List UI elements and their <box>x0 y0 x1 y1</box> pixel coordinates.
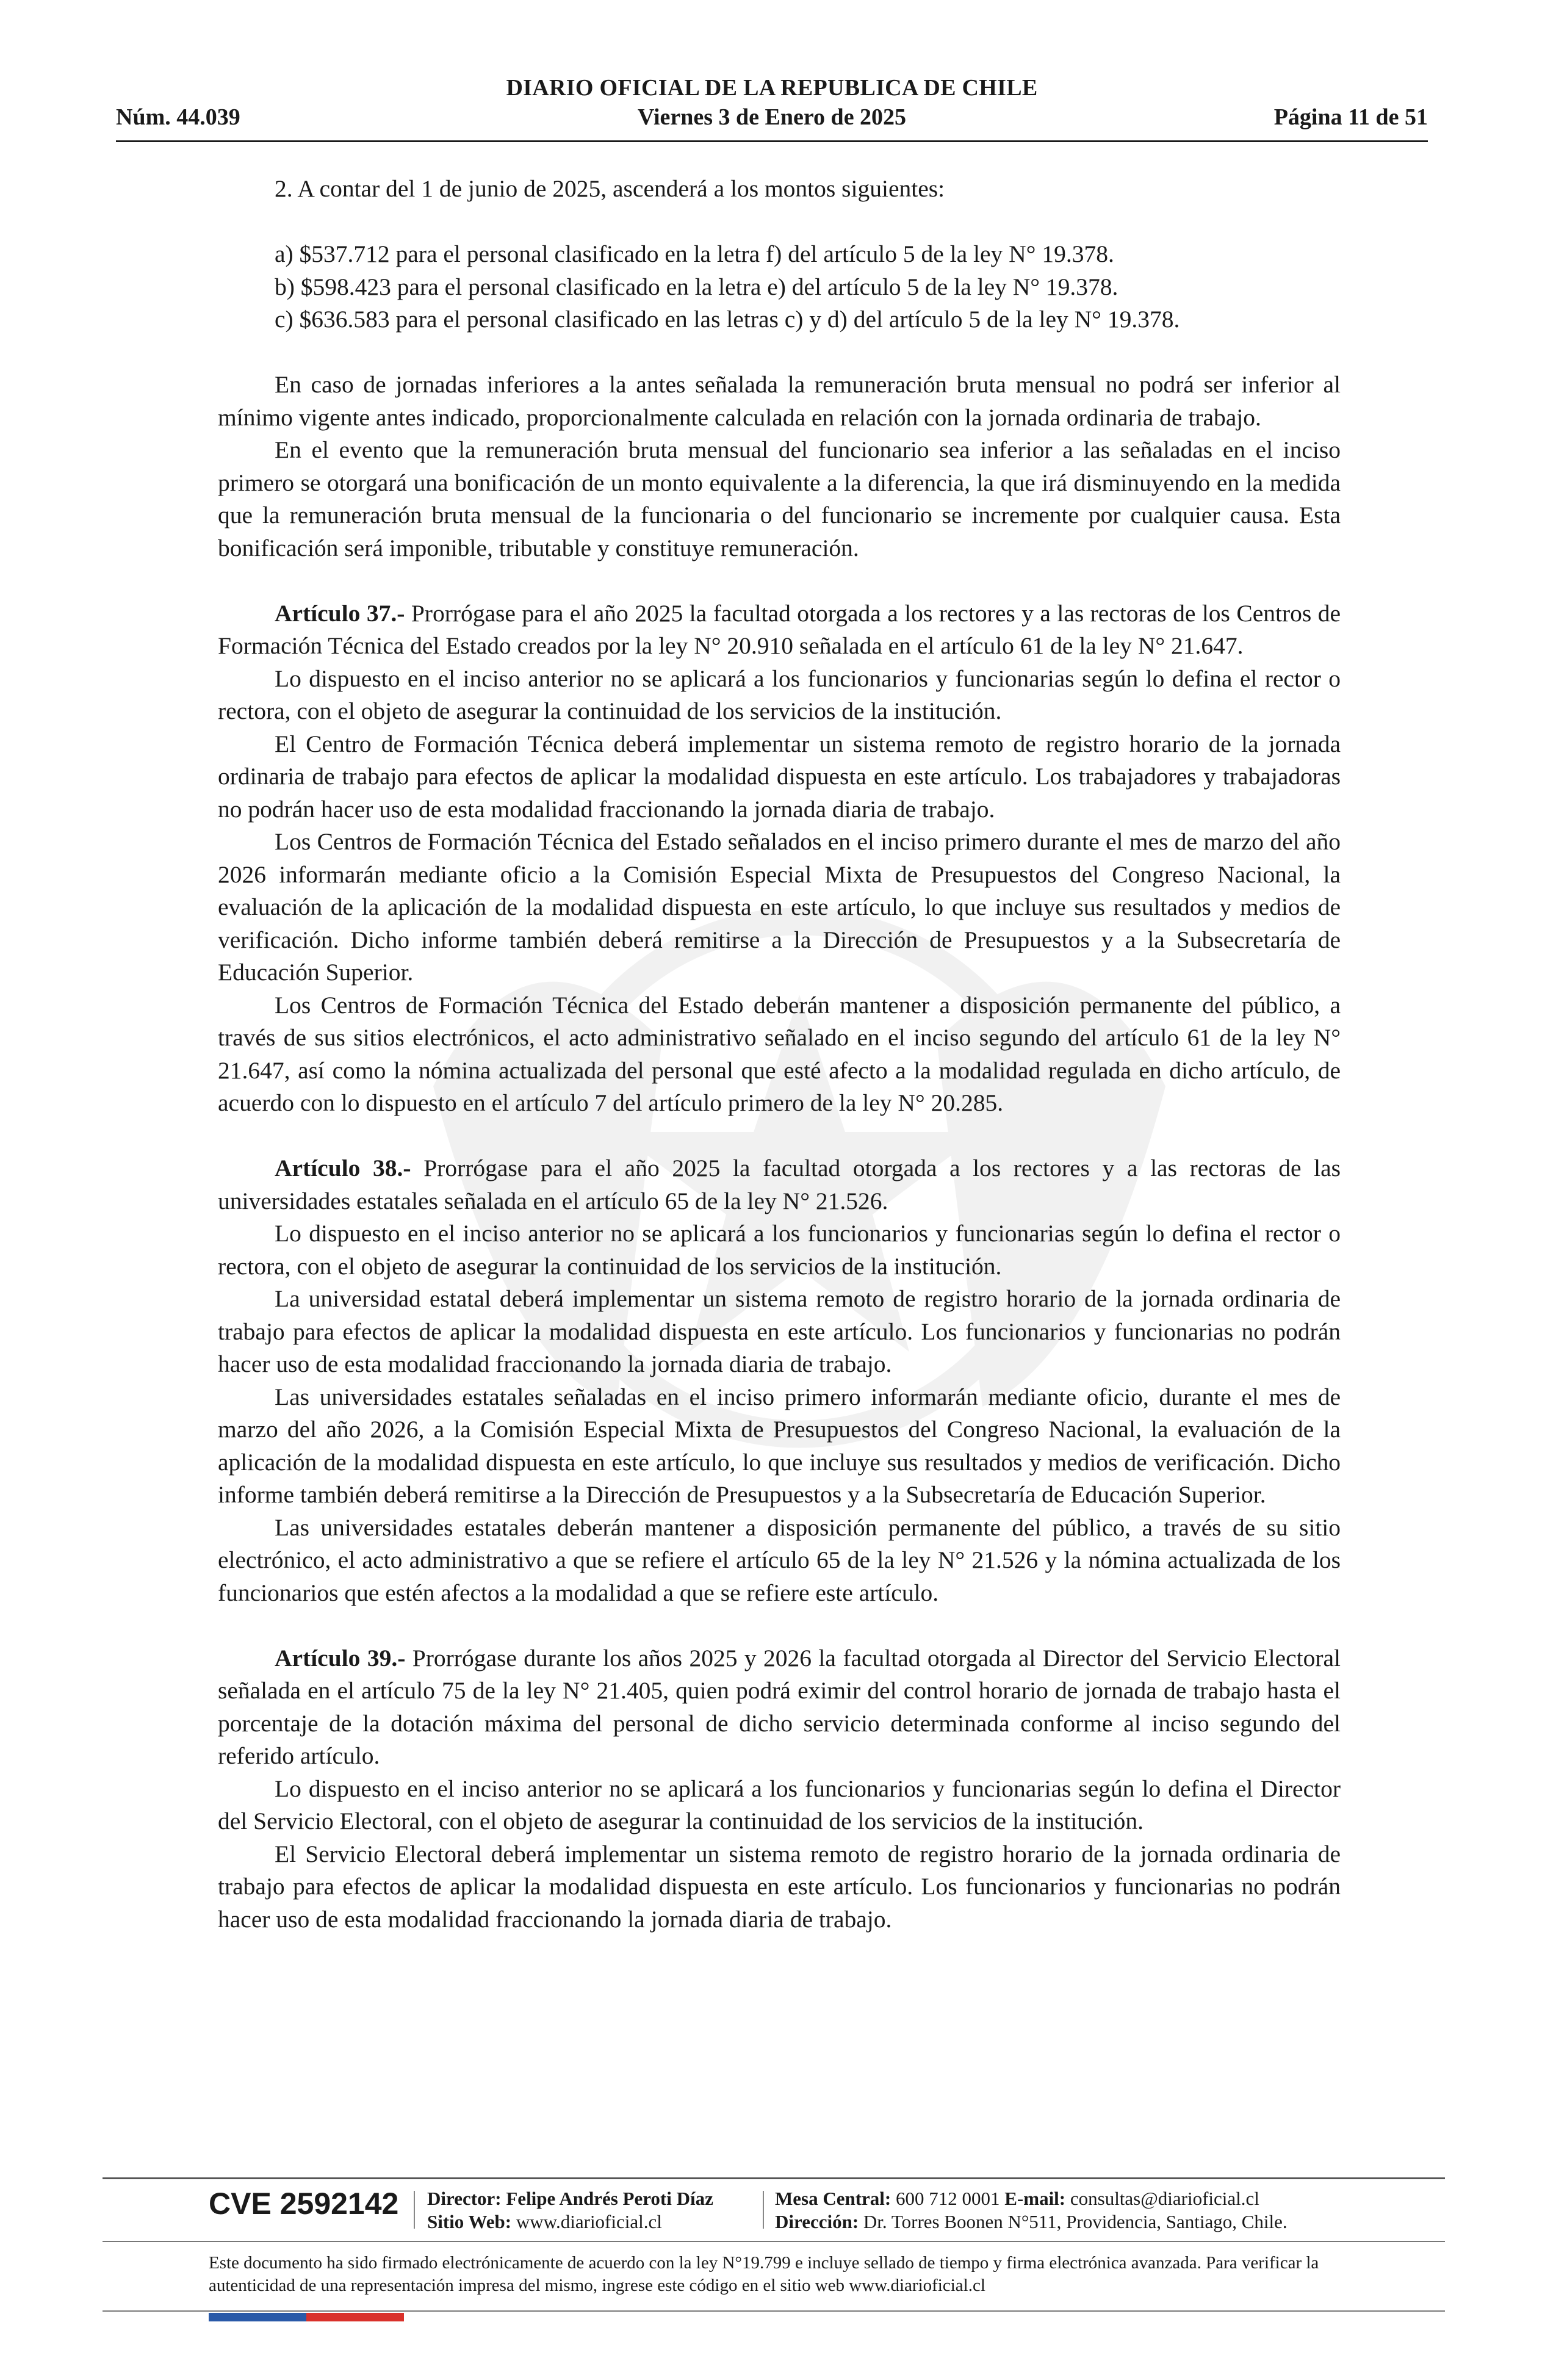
site-label: Sitio Web: <box>427 2211 512 2232</box>
mesa-phone: 600 712 0001 <box>896 2188 1000 2209</box>
paragraph: La universidad estatal deberá implementar un sistema remoto de registro horario de la jornada ordinaria de trabajo para efectos de aplicar la modalidad dispuesta en este artículo. Los funcionarios y funcionarias no podrán hacer uso de esta modalidad fraccionando la jornada diaria de trabajo. <box>218 1285 1341 1377</box>
email-label: E-mail: <box>1004 2188 1066 2209</box>
article-text: Prorrógase para el año 2025 la facultad otorgada a los rectores y a las rectoras de los Centros de Formación Técnica del Estado creados por la ley N° 20.910 señalada en el artículo 61 de la ley N° 21.647. <box>218 599 1341 659</box>
article-title: Artículo 39.- <box>275 1644 406 1671</box>
issue-number: Núm. 44.039 <box>116 104 240 130</box>
footer-director-block <box>427 2187 713 2234</box>
list-item: a) $537.712 para el personal clasificado en la letra f) del artículo 5 de la ley N° 19.378. <box>275 240 1114 267</box>
email-link[interactable]: consultas@diarioficial.cl <box>1070 2188 1259 2209</box>
issue-date: Viernes 3 de Enero de 2025 <box>637 104 907 130</box>
article-title: Artículo 37.- <box>275 599 405 627</box>
paragraph: Los Centros de Formación Técnica del Estado deberán mantener a disposición permanente del público, a través de sus sitios electrónicos, el acto administrativo señalado en el inciso segundo del artículo 61 de la ley N° 21.647, así como la nómina actualizada del personal que esté afecto a la modalidad regulada en dicho artículo, de acuerdo con lo dispuesto en el artículo 7 del artículo primero de la ley N° 20.285. <box>218 991 1341 1116</box>
paragraph: Los Centros de Formación Técnica del Estado señalados en el inciso primero durante el mes de marzo del año 2026 informarán mediante oficio a la Comisión Especial Mixta de Presupuestos del Congreso Nacional, la evaluación de la aplicación de la modalidad dispuesta en este artículo, lo que incluye sus resultados y medios de verificación. Dicho informe también deberá remitirse a la Dirección de Presupuestos y a la Subsecretaría de Educación Superior. <box>218 828 1341 986</box>
director-label: Director: <box>427 2188 502 2209</box>
article-37 <box>218 597 1341 663</box>
address-value: Dr. Torres Boonen N°511, Providencia, Santiago, Chile. <box>863 2211 1288 2232</box>
paragraph: En caso de jornadas inferiores a la antes señalada la remuneración bruta mensual no podrá ser inferior al mínimo vigente antes indicado, proporcionalmente calculada en relación con la jornada ordinaria de trabajo. <box>218 371 1341 431</box>
flag-stripe-red <box>306 2313 404 2321</box>
footer-divider <box>763 2191 764 2229</box>
document-body <box>218 173 1341 1936</box>
article-38 <box>218 1152 1341 1217</box>
page-header <box>116 74 1428 142</box>
paragraph: Las universidades estatales señaladas en el inciso primero informarán mediante oficio, durante el mes de marzo del año 2026, a la Comisión Especial Mixta de Presupuestos del Congreso Nacional, la evaluación de la aplicación de la modalidad dispuesta en este artículo, lo que incluye sus resultados y medios de verificación. Dicho informe también deberá remitirse a la Dirección de Presupuestos y a la Subsecretaría de Educación Superior. <box>218 1383 1341 1508</box>
footer-rule <box>103 2310 1445 2312</box>
address-label: Dirección: <box>775 2211 859 2232</box>
paragraph: Las universidades estatales deberán mantener a disposición permanente del público, a través de su sitio electrónico, el acto administrativo a que se refiere el artículo 65 de la ley N° 21.526 y la nómina actualizada de los funcionarios que estén afectos a la modalidad a que se refiere este artículo. <box>218 1513 1341 1606</box>
page-number: Página 11 de 51 <box>1273 104 1428 130</box>
footer-rule <box>103 2177 1445 2179</box>
footer-divider <box>414 2191 415 2229</box>
mesa-label: Mesa Central: <box>775 2188 891 2209</box>
paragraph: Lo dispuesto en el inciso anterior no se aplicará a los funcionarios y funcionarias según lo defina el rector o rectora, con el objeto de asegurar la continuidad de los servicios de la institución. <box>218 1220 1341 1280</box>
footer-contact-block <box>775 2187 1288 2234</box>
publication-title: DIARIO OFICIAL DE LA REPUBLICA DE CHILE <box>506 75 1038 101</box>
header-rule <box>116 140 1428 142</box>
site-link[interactable]: www.diarioficial.cl <box>516 2211 662 2232</box>
flag-stripe-blue <box>209 2313 306 2321</box>
signature-note: Este documento ha sido firmado electrónicamente de acuerdo con la ley N°19.799 e incluye sellado de tiempo y firma electrónica avanzada. Para verificar la autenticidad de una representación impresa del mismo, ingrese este código en el sitio web www.diarioficial.cl <box>209 2253 1319 2295</box>
director-name: Felipe Andrés Peroti Díaz <box>506 2188 713 2209</box>
cve-code: CVE 2592142 <box>209 2187 399 2221</box>
list-item: b) $598.423 para el personal clasificado en la letra e) del artículo 5 de la ley N° 19.378. <box>275 273 1118 300</box>
paragraph: 2. A contar del 1 de junio de 2025, ascenderá a los montos siguientes: <box>275 175 945 202</box>
paragraph: El Centro de Formación Técnica deberá implementar un sistema remoto de registro horario de la jornada ordinaria de trabajo para efectos de aplicar la modalidad dispuesta en este artículo. Los trabajadores y trabajadoras no podrán hacer uso de esta modalidad fraccionando la jornada diaria de trabajo. <box>218 730 1341 823</box>
article-text: Prorrógase durante los años 2025 y 2026 la facultad otorgada al Director del Servicio Electoral señalada en el artículo 75 de la ley N° 21.405, quien podrá eximir del control horario de jornada de trabajo hasta el porcentaje de la dotación máxima del personal de dicho servicio determinada conforme al inciso segundo del referido artículo. <box>218 1644 1341 1769</box>
footer-rule <box>103 2241 1445 2242</box>
article-title: Artículo 38.- <box>275 1155 411 1181</box>
list-item: c) $636.583 para el personal clasificado en las letras c) y d) del artículo 5 de la ley N° 19.378. <box>275 306 1180 333</box>
paragraph: Lo dispuesto en el inciso anterior no se aplicará a los funcionarios y funcionarias según lo defina el Director del Servicio Electoral, con el objeto de asegurar la continuidad de los servicios de la institución. <box>218 1775 1341 1834</box>
paragraph: En el evento que la remuneración bruta mensual del funcionario sea inferior a las señaladas en el inciso primero se otorgará una bonificación de un monto equivalente a la diferencia, la que irá disminuyendo en la medida que la remuneración bruta mensual de la funcionaria o del funcionario se incremente por cualquier causa. Esta bonificación será imponible, tributable y constituye remuneración. <box>218 436 1341 561</box>
article-39 <box>218 1642 1341 1773</box>
paragraph: Lo dispuesto en el inciso anterior no se aplicará a los funcionarios y funcionarias según lo defina el rector o rectora, con el objeto de asegurar la continuidad de los servicios de la institución. <box>218 665 1341 724</box>
article-text: Prorrógase para el año 2025 la facultad otorgada a los rectores y a las rectoras de las universidades estatales señalada en el artículo 65 de la ley N° 21.526. <box>218 1155 1341 1214</box>
paragraph: El Servicio Electoral deberá implementar un sistema remoto de registro horario de la jornada ordinaria de trabajo para efectos de aplicar la modalidad dispuesta en este artículo. Los funcionarios y funcionarias no podrán hacer uso de esta modalidad fraccionando la jornada diaria de trabajo. <box>218 1840 1341 1933</box>
